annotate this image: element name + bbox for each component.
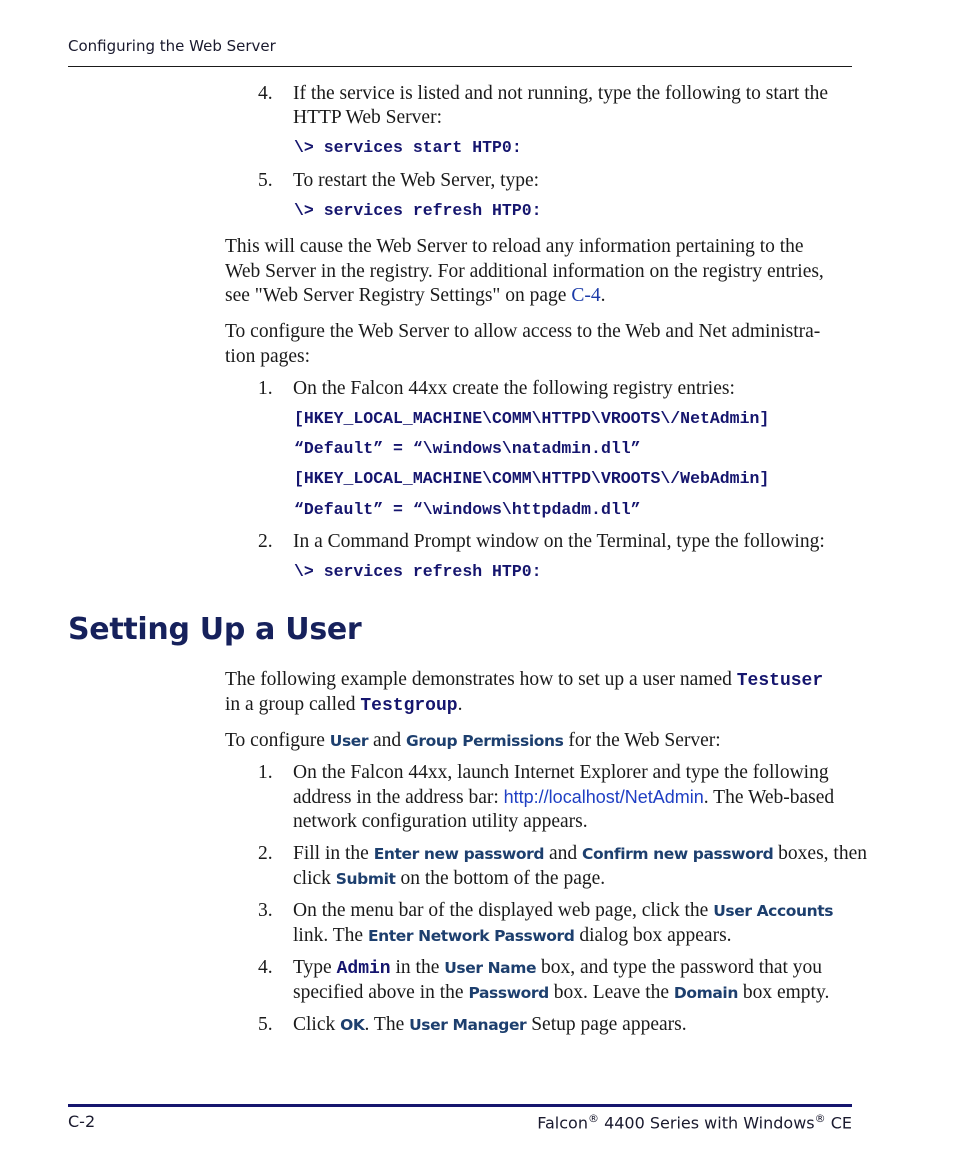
ui-label-submit: Submit (335, 870, 396, 888)
step-text-part: box, and type the password that you (536, 957, 823, 978)
step-text-part: Setup page appears. (526, 1014, 687, 1035)
ui-label-enter-new-password: Enter new password (373, 845, 545, 863)
step-number: 4. (258, 83, 273, 104)
footer-product-title (537, 1112, 852, 1132)
step-text-part: Type (293, 957, 337, 978)
header-rule (68, 66, 852, 67)
ui-label-password: Password (468, 984, 549, 1002)
ui-label-domain: Domain (673, 984, 738, 1002)
groupname-code: Testgroup (360, 696, 458, 716)
step-text: In a Command Prompt window on the Terminal, type the following: (293, 531, 825, 552)
ui-label-user-manager: User Manager (409, 1016, 527, 1034)
step-text: To restart the Web Server, type: (293, 170, 540, 191)
step-number: 4. (258, 957, 273, 978)
step-text: On the Falcon 44xx create the following registry entries: (293, 378, 735, 399)
body-paragraph: This will cause the Web Server to reload any information pertaining to the (225, 236, 804, 257)
registry-code: “Default” = “\windows\httpdadm.dll” (294, 500, 641, 519)
step-number: 5. (258, 1014, 273, 1035)
step-text-part: and (544, 843, 582, 864)
paragraph-text: in a group called (225, 694, 361, 715)
body-paragraph: To configure the Web Server to allow access to the Web and Net administra- (225, 321, 821, 342)
step-text-part: address in the address bar: (293, 787, 504, 808)
command-code: \> services start HTP0: (294, 138, 522, 157)
paragraph-text: To configure (225, 730, 330, 751)
step-text-part: . The Web-based (703, 787, 835, 808)
paragraph-text: and (368, 730, 407, 751)
page-reference-link[interactable]: C-4 (571, 285, 601, 306)
step-text (293, 841, 867, 867)
step-text-part: click (293, 868, 336, 889)
step-text-part: boxes, then (773, 843, 867, 864)
step-text-part: Fill in the (293, 843, 374, 864)
command-code: \> services refresh HTP0: (294, 201, 542, 220)
body-paragraph (225, 692, 462, 719)
footer-text: Falcon (537, 1113, 588, 1133)
step-text-part: . The (364, 1014, 410, 1035)
registered-mark: ® (814, 1112, 826, 1125)
ui-label-user: User (329, 732, 369, 750)
registry-code: “Default” = “\windows\natadmin.dll” (294, 439, 641, 458)
step-text (293, 923, 732, 949)
body-paragraph: tion pages: (225, 346, 311, 367)
footer-rule (68, 1104, 852, 1107)
step-text-part: Click (293, 1014, 341, 1035)
step-number: 2. (258, 843, 273, 864)
step-text-part: box empty. (737, 982, 830, 1003)
ui-label-enter-network-password: Enter Network Password (367, 927, 575, 945)
section-heading: Setting Up a User (68, 612, 362, 647)
paragraph-text: see "Web Server Registry Settings" on page (225, 285, 572, 306)
footer-text: 4400 Series with Windows (598, 1113, 815, 1133)
page-number: C-2 (68, 1112, 96, 1131)
paragraph-text: for the Web Server: (563, 730, 721, 751)
ui-label-confirm-new-password: Confirm new password (582, 845, 774, 863)
ui-label-group-permissions: Group Permissions (406, 732, 564, 750)
step-text-part: in the (390, 957, 445, 978)
step-text (293, 898, 833, 924)
step-text-part: link. The (293, 925, 368, 946)
running-header: Configuring the Web Server (68, 37, 276, 55)
step-text: HTTP Web Server: (293, 107, 442, 128)
registry-code: [HKEY_LOCAL_MACHINE\COMM\HTTPD\VROOTS\/NetAdmin] (294, 409, 770, 428)
body-paragraph (225, 728, 721, 754)
step-number: 3. (258, 900, 273, 921)
step-text-part: On the menu bar of the displayed web page, click the (293, 900, 714, 921)
step-number: 5. (258, 170, 273, 191)
command-code: \> services refresh HTP0: (294, 562, 542, 581)
step-text: If the service is listed and not running, type the following to start the (293, 83, 829, 104)
step-text (293, 1012, 687, 1038)
step-text: On the Falcon 44xx, launch Internet Explorer and type the following (293, 762, 829, 783)
step-text-part: dialog box appears. (574, 925, 732, 946)
registry-code: [HKEY_LOCAL_MACHINE\COMM\HTTPD\VROOTS\/WebAdmin] (294, 469, 770, 488)
ui-label-ok: OK (340, 1016, 365, 1034)
body-paragraph (225, 667, 823, 694)
admin-code: Admin (336, 959, 391, 979)
step-text-part: specified above in the (293, 982, 469, 1003)
registered-mark: ® (587, 1112, 599, 1125)
ui-label-user-accounts: User Accounts (713, 902, 834, 920)
netadmin-url-link[interactable]: http://localhost/NetAdmin (503, 787, 704, 807)
step-text (293, 980, 829, 1006)
footer-text: CE (825, 1113, 852, 1133)
step-text: network configuration utility appears. (293, 811, 588, 832)
step-text-part: on the bottom of the page. (395, 868, 606, 889)
body-paragraph: Web Server in the registry. For additional information on the registry entries, (225, 261, 824, 282)
username-code: Testuser (736, 671, 824, 691)
step-text (293, 866, 605, 892)
step-text (293, 785, 834, 810)
step-number: 2. (258, 531, 273, 552)
paragraph-text: The following example demonstrates how to set up a user named (225, 669, 737, 690)
ui-label-user-name: User Name (444, 959, 537, 977)
paragraph-text: . (600, 285, 606, 306)
step-text-part: box. Leave the (548, 982, 674, 1003)
step-text (293, 955, 822, 982)
paragraph-text: . (457, 694, 463, 715)
step-number: 1. (258, 378, 273, 399)
body-paragraph (225, 283, 605, 308)
step-number: 1. (258, 762, 273, 783)
